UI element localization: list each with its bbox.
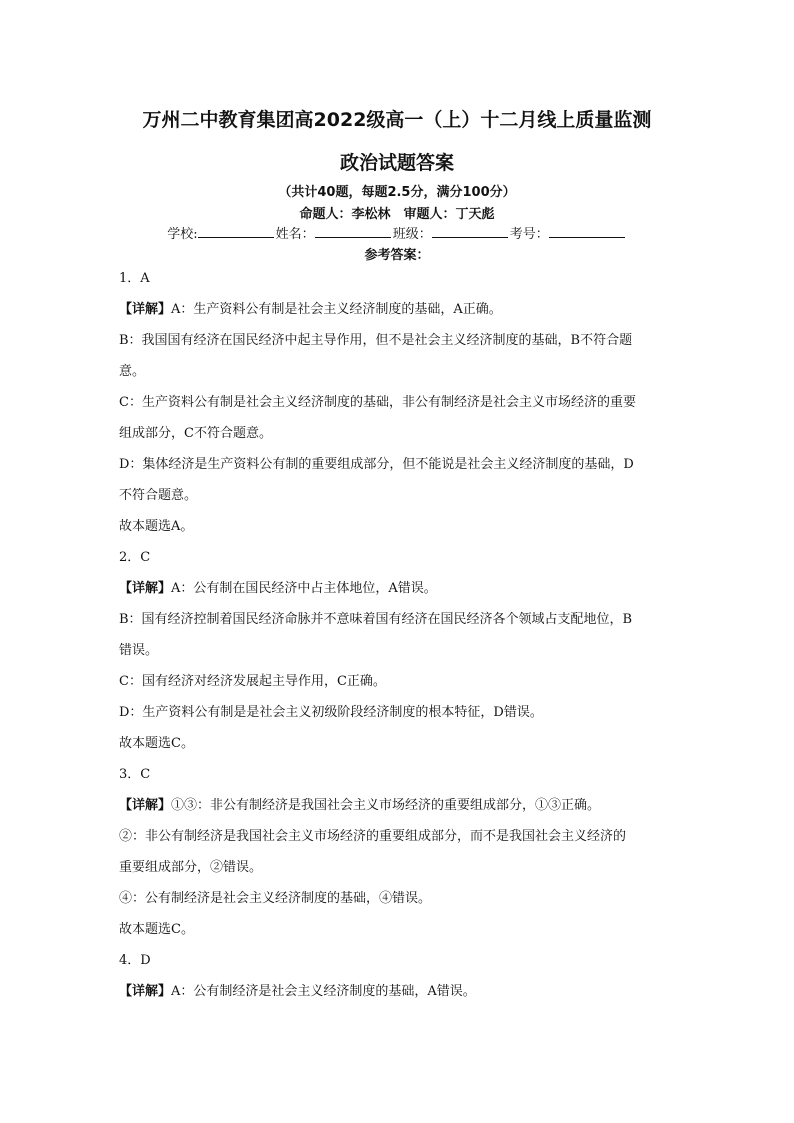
answer-number: 4．D	[119, 953, 151, 968]
answer-line: ②：非公有制经济是我国社会主义市场经济的重要组成部分，而不是我国社会主义经济的	[119, 829, 627, 844]
name-blank	[315, 225, 391, 238]
exam-no-blank	[549, 225, 625, 238]
answer-line: D：集体经济是生产资料公有制的重要组成部分，但不能说是社会主义经济制度的基础，D	[119, 457, 634, 472]
detail-tag: 【详解】	[119, 302, 172, 317]
answer-line: 组成部分，C不符合题意。	[119, 426, 272, 441]
answer-text: A：生产资料公有制是社会主义经济制度的基础，A正确。	[171, 302, 502, 317]
exam-no-label: 考号：	[509, 227, 549, 242]
answer-line: C：国有经济对经济发展起主导作用，C正确。	[119, 674, 386, 689]
student-info-fields	[0, 223, 794, 242]
answer-line: 故本题选C。	[119, 736, 194, 751]
answers-body	[119, 263, 679, 1007]
document-title: 万州二中教育集团高2022级高一（上）十二月线上质量监测	[142, 109, 652, 131]
answer-line: D：生产资料公有制是是社会主义初级阶段经济制度的根本特征，D错误。	[119, 705, 543, 720]
class-label: 班级：	[392, 227, 432, 242]
answer-line: 故本题选A。	[119, 519, 194, 534]
reference-answers-title: 参考答案：	[364, 248, 430, 263]
answer-line: 错误。	[119, 643, 159, 658]
detail-tag: 【详解】	[119, 798, 172, 813]
answer-number: 2．C	[119, 550, 151, 565]
answer-line	[119, 294, 679, 325]
answer-text: A：公有制在国民经济中占主体地位，A错误。	[171, 581, 437, 596]
answer-line: 意。	[119, 364, 146, 379]
answer-line	[119, 976, 679, 1007]
answer-line: ④：公有制经济是社会主义经济制度的基础，④错误。	[119, 891, 432, 906]
answer-line: C：生产资料公有制是社会主义经济制度的基础，非公有制经济是社会主义市场经济的重要	[119, 395, 636, 410]
exam-info: （共计40题，每题2.5分，满分100分）	[278, 185, 516, 200]
document-subtitle: 政治试题答案	[339, 152, 454, 174]
answer-text: ①③：非公有制经济是我国社会主义市场经济的重要组成部分，①③正确。	[171, 798, 601, 813]
name-label: 姓名：	[275, 227, 315, 242]
answer-number: 3．C	[119, 767, 151, 782]
detail-tag: 【详解】	[119, 984, 172, 999]
answer-line: 故本题选C。	[119, 922, 194, 937]
school-label: 学校:	[167, 227, 198, 242]
school-blank	[198, 225, 274, 238]
answer-line	[119, 790, 679, 821]
answer-text: A：公有制经济是社会主义经济制度的基础，A错误。	[171, 984, 476, 999]
answer-line	[119, 573, 679, 604]
answer-line: 不符合题意。	[119, 488, 198, 503]
answer-line: B：国有经济控制着国民经济命脉并不意味着国有经济在国民经济各个领域占支配地位，B	[119, 612, 633, 627]
authors: 命题人：李松林 审题人：丁天彪	[299, 207, 495, 222]
answer-line: 重要组成部分，②错误。	[119, 860, 263, 875]
detail-tag: 【详解】	[119, 581, 172, 596]
answer-number: 1．A	[119, 271, 150, 286]
class-blank	[432, 225, 508, 238]
answer-line: B：我国国有经济在国民经济中起主导作用，但不是社会主义经济制度的基础，B不符合题	[119, 333, 633, 348]
